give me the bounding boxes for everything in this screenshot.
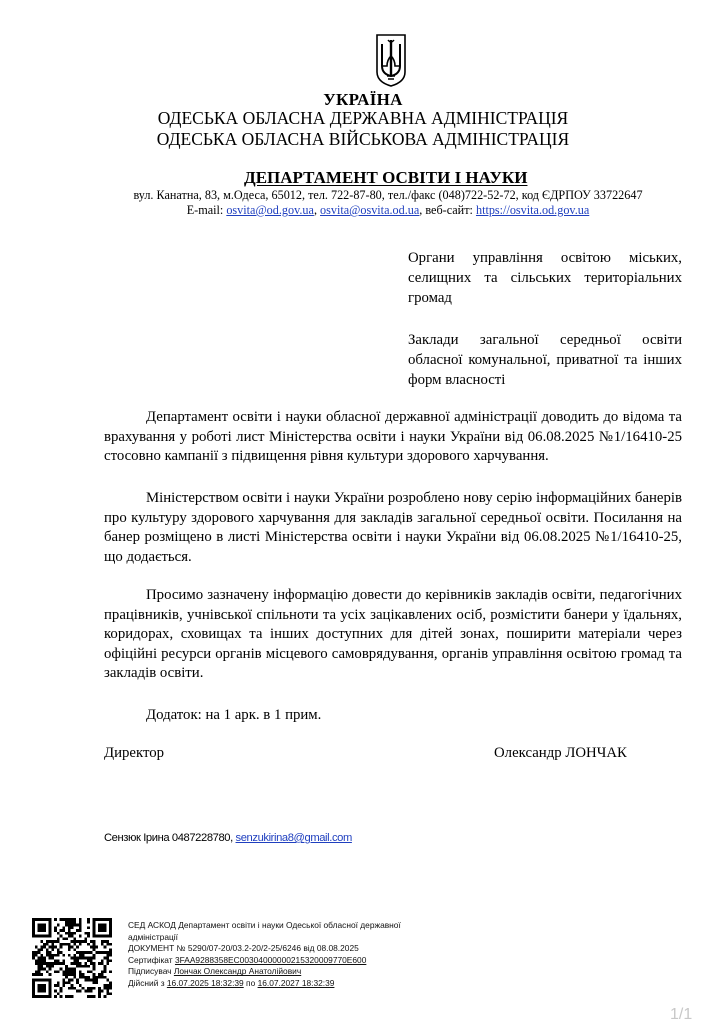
recipient-1: Органи управління освітою міських, селищних та сільських територіальних громад xyxy=(408,250,682,306)
stamp-valid-label: Дійсний з xyxy=(128,977,167,988)
stamp-valid-to-label: по xyxy=(243,977,258,988)
executor-email-link[interactable]: senzukirina8@gmail.com xyxy=(235,832,352,844)
attachment-note: Додаток: на 1 арк. в 1 прим. xyxy=(146,707,322,723)
signer-role: Директор xyxy=(104,745,165,761)
paragraph-text: Департамент освіти і науки обласної державної адміністрації доводить до відома та врахування у роботі лист Міністерства освіти і науки України від 06.08.2025 №1/16410-25 стосовно кампанії з підвищення рівня культури здорового харчування. xyxy=(104,409,682,465)
email-link-2[interactable]: osvita@osvita.od.ua xyxy=(320,203,420,217)
email-link-1[interactable]: osvita@od.gov.ua xyxy=(226,203,314,217)
stamp-valid-from: 16.07.2025 18:32:39 xyxy=(166,977,244,988)
signer-name: Олександр ЛОНЧАК xyxy=(494,745,627,761)
executor-text: Сензюк Ірина 0487228780, xyxy=(104,832,236,844)
page-number: 1/1 xyxy=(670,1006,693,1023)
e-signature-stamp xyxy=(128,920,448,990)
stamp-system-label: СЕД АСКОД xyxy=(128,920,176,930)
stamp-system-text: Департамент освіти і науки Одеської обласної державної адміністрації xyxy=(128,920,401,942)
stamp-validity-line xyxy=(128,978,448,990)
recipient-2: Заклади загальної середньої освіти обласної комунальної, приватної та інших форм власності xyxy=(408,332,682,388)
military-administration-title: ОДЕСЬКА ОБЛАСНА ВІЙСЬКОВА АДМІНІСТРАЦІЯ xyxy=(156,129,570,149)
website-link[interactable]: https://osvita.od.gov.ua xyxy=(475,203,590,217)
state-administration-title: ОДЕСЬКА ОБЛАСНА ДЕРЖАВНА АДМІНІСТРАЦІЯ xyxy=(157,108,569,128)
paragraph-text: Міністерством освіти і науки України розроблено нову серію інформаційних банерів про культуру здорового харчування для закладів загальної середньої освіти. Посилання на банер розміщено в листі Міністерства освіти і науки України від 06.08.2025 №1/16410-25, що додається. xyxy=(104,490,682,565)
coat-of-arms-icon xyxy=(373,32,409,88)
executor-contact xyxy=(104,832,352,844)
stamp-signer-line xyxy=(128,966,448,978)
body-paragraph-3 xyxy=(104,586,682,684)
website-label: , веб-сайт: xyxy=(419,203,476,217)
stamp-certificate-line xyxy=(128,955,448,967)
body-paragraph-1 xyxy=(104,408,682,467)
stamp-valid-to: 16.07.2027 18:32:39 xyxy=(257,977,335,988)
qr-code-icon xyxy=(32,918,112,998)
stamp-signer-label: Підписувач xyxy=(128,966,174,977)
email-label: E-mail: xyxy=(186,203,227,217)
email-separator: , xyxy=(313,203,321,217)
stamp-cert-label: Сертифікат xyxy=(128,954,175,965)
stamp-signer-value: Лончак Олександр Анатолійович xyxy=(173,966,302,977)
paragraph-text: Просимо зазначену інформацію довести до керівників закладів освіти, педагогічних працівників, учнівської спільноти та усіх зацікавлених осіб, розмістити банери у їдальнях, коридорах, сховищах та інших доступних для дітей зонах, поширити матеріали через офіційні ресурси органів місцевого самоврядування, органів управління освітою громад та закладів освіти. xyxy=(104,587,682,682)
department-address: вул. Канатна, 83, м.Одеса, 65012, тел. 722-87-80, тел./факс (048)722-52-72, код ЄДРПОУ 33722647 xyxy=(133,188,643,202)
stamp-document-number: ДОКУМЕНТ № 5290/07-20/03.2-20/2-25/6246 від 08.08.2025 xyxy=(128,943,359,954)
country-title: УКРАЇНА xyxy=(323,90,403,109)
body-paragraph-2 xyxy=(104,489,682,567)
department-title: ДЕПАРТАМЕНТ ОСВІТИ І НАУКИ xyxy=(244,168,528,187)
contact-line xyxy=(88,203,688,218)
stamp-system-line xyxy=(128,920,448,943)
stamp-cert-value: 3FAA9288358EC00304000000215320009770E600 xyxy=(174,954,367,965)
